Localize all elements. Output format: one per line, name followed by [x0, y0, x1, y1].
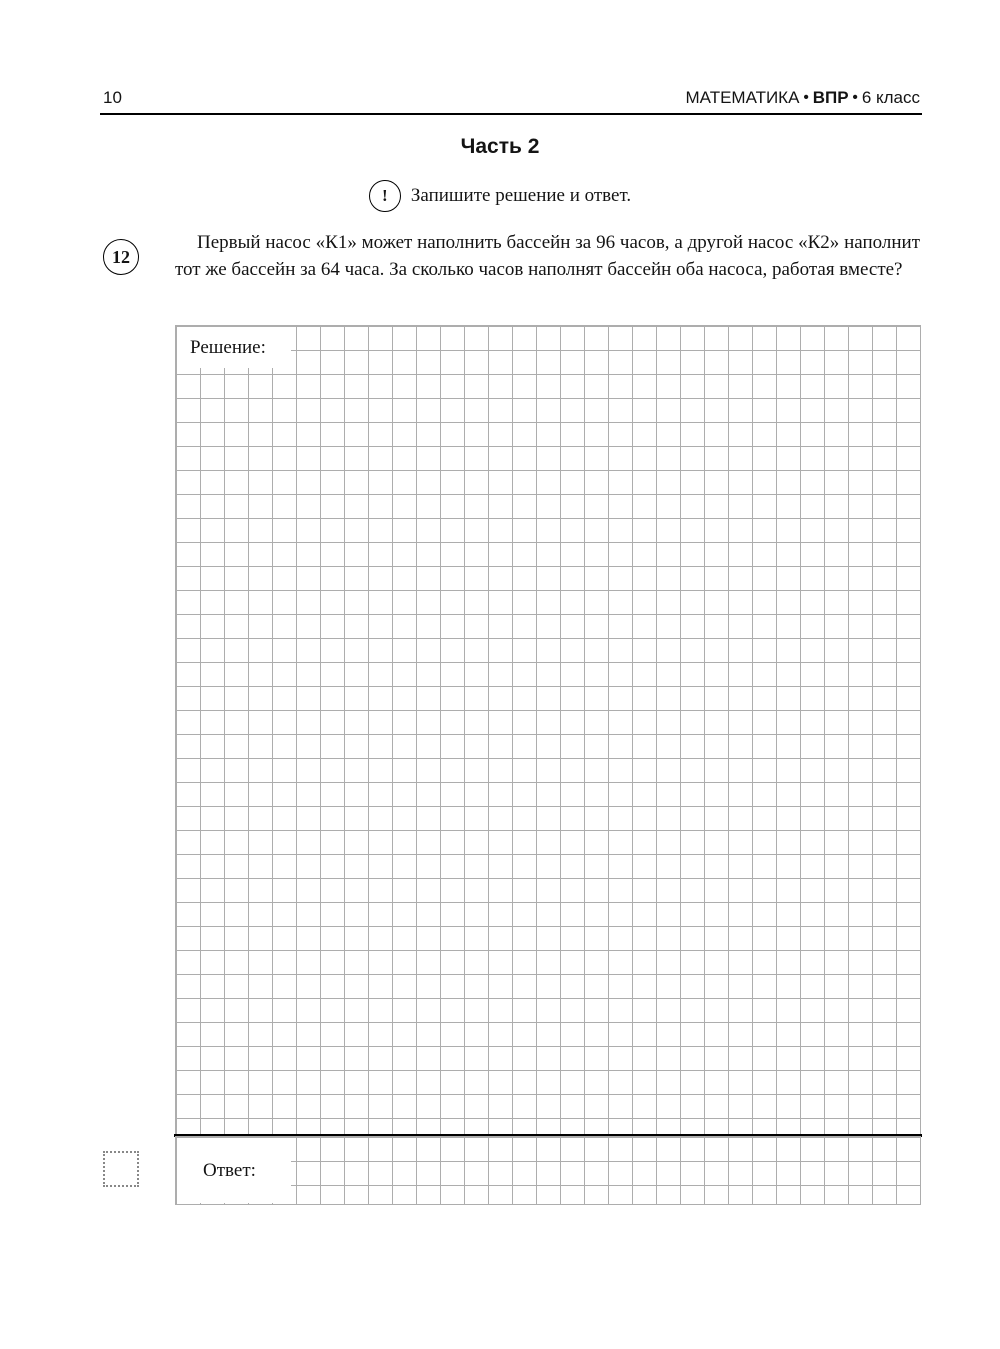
- answer-label-box: [177, 1138, 291, 1203]
- header-title-grade: 6 класс: [861, 88, 920, 107]
- instruction-text: Запишите решение и ответ.: [410, 185, 632, 206]
- task-number-badge: 12: [103, 239, 139, 275]
- page-number: 10: [103, 88, 122, 107]
- header-title: [686, 88, 920, 108]
- answer-label: Ответ:: [203, 1159, 256, 1181]
- header-divider: [100, 113, 922, 115]
- exclamation-icon: !: [369, 180, 401, 212]
- task-text: Первый насос «К1» может наполнить бассейн за 96 часов, а другой насос «К2» наполнит тот же бассейн за 64 часа. За сколько часов наполнят бассейн оба насоса, работая вместе?: [175, 232, 920, 280]
- solution-grid: [175, 325, 921, 1136]
- section-title: Часть 2: [460, 135, 540, 158]
- solution-label: Решение:: [190, 336, 266, 358]
- answer-grid: [175, 1136, 921, 1205]
- header-bullet-icon: •: [803, 89, 809, 106]
- solution-label-box: [177, 327, 291, 368]
- header-title-exam: ВПР: [812, 88, 849, 107]
- header-bullet-icon: •: [852, 89, 858, 106]
- corner-dotted-box: [103, 1151, 139, 1187]
- header-title-subject: МАТЕМАТИКА: [685, 88, 800, 107]
- instruction-row: [0, 180, 1000, 212]
